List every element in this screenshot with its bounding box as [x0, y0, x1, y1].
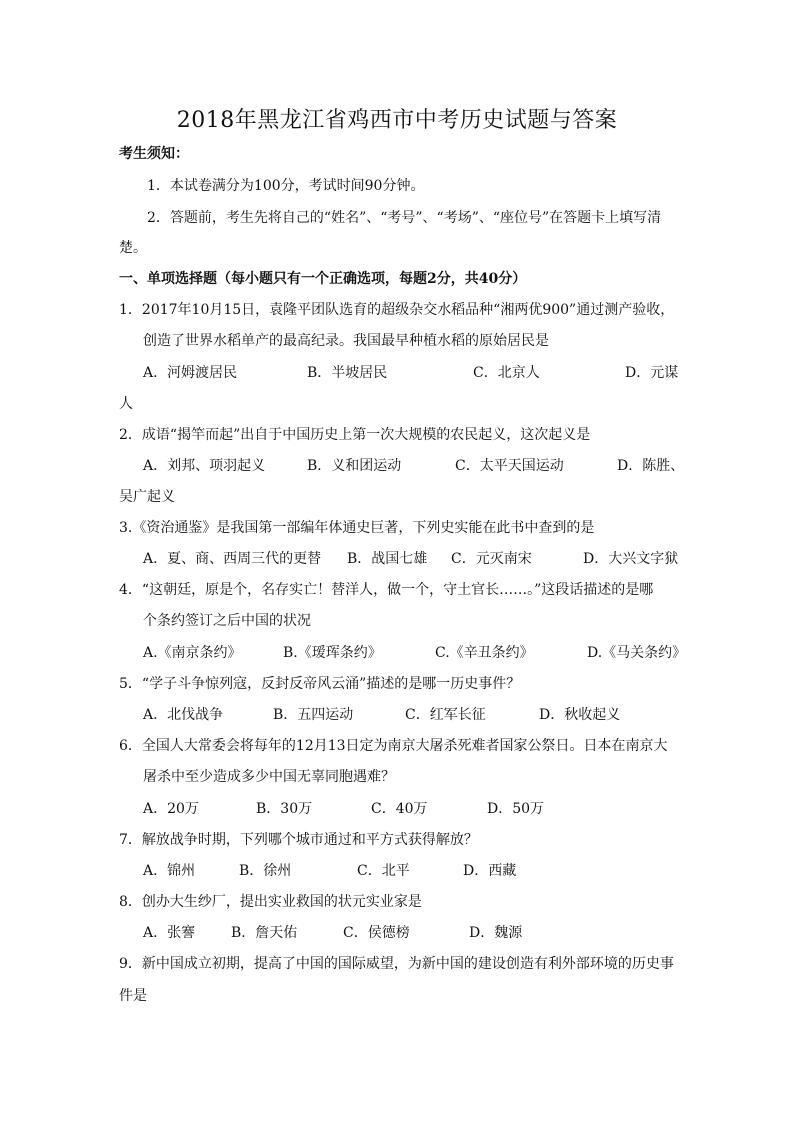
question-6-option-a: A．20万 — [143, 801, 199, 817]
question-2-wrap: 吴广起义 — [119, 489, 175, 505]
question-8-line1: 8．创办大生纱厂，提出实业救国的状元实业家是 — [119, 894, 422, 910]
document-title: 2018年黑龙江省鸡西市中考历史试题与答案 — [176, 108, 618, 133]
notice-item-2-line1: 2．答题前，考生先将自己的“姓名”、“考号”、“考场”、“座位号”在答题卡上填写清 — [147, 210, 662, 226]
question-8-option-a: A．张謇 — [143, 925, 196, 941]
question-9-line1: 9．新中国成立初期，提高了中国的国际威望，为新中国的建设创造有利外部环境的历史事 — [119, 956, 674, 972]
question-5-option-a: A．北伐战争 — [143, 707, 224, 723]
question-4-line1: 4．“这朝廷，原是个，名存实亡！替洋人，做一个，守土官长……。”这段话描述的是哪 — [119, 582, 654, 598]
question-1-option-c: C．北京人 — [473, 365, 540, 381]
question-3-option-c: C．元灭南宋 — [451, 551, 532, 567]
question-6-option-c: C．40万 — [371, 801, 428, 817]
question-9-wrap: 件是 — [119, 988, 147, 1004]
notice-item-2-line2: 楚。 — [119, 240, 147, 256]
question-7-line1: 7．解放战争时期，下列哪个城市通过和平方式获得解放？ — [119, 832, 478, 848]
question-7-option-b: B．徐州 — [239, 863, 292, 879]
question-4-option-c: C.《辛丑条约》 — [435, 645, 534, 661]
question-4-option-b: B.《瑷珲条约》 — [283, 645, 382, 661]
question-1-option-d: D．元谋 — [625, 365, 679, 381]
question-7-option-a: A．锦州 — [143, 863, 196, 879]
question-2-option-c: C．太平天国运动 — [455, 458, 564, 474]
question-2-line1: 2．成语“揭竿而起”出自于中国历史上第一次大规模的农民起义，这次起义是 — [119, 427, 591, 443]
question-1-wrap: 人 — [119, 396, 133, 412]
question-8-option-d: D．魏源 — [469, 925, 523, 941]
question-4-option-a: A.《南京条约》 — [143, 645, 242, 661]
question-3-option-a: A．夏、商、西周三代的更替 — [143, 551, 322, 567]
question-7-option-c: C．北平 — [357, 863, 410, 879]
question-2-option-b: B．义和团运动 — [307, 458, 402, 474]
section-1-heading: 一、单项选择题（每小题只有一个正确选项，每题2分，共40分） — [119, 271, 527, 287]
question-3-option-b: B．战国七雄 — [347, 551, 428, 567]
question-2-option-a: A．刘邦、项羽起义 — [143, 458, 266, 474]
question-1-option-b: B．半坡居民 — [307, 365, 388, 381]
question-4-line2: 个条约签订之后中国的状况 — [143, 613, 311, 629]
notice-item-1: 1．本试卷满分为100分，考试时间90分钟。 — [147, 178, 425, 194]
question-6-line1: 6．全国人大常委会将每年的12月13日定为南京大屠杀死难者国家公祭日。日本在南京大 — [119, 738, 668, 754]
question-5-option-b: B．五四运动 — [273, 707, 354, 723]
question-3-option-d: D．大兴文字狱 — [583, 551, 679, 567]
question-7-option-d: D．西藏 — [463, 863, 517, 879]
question-5-line1: 5．“学子斗争惊列寇，反封反帝风云涌”描述的是哪一历史事件？ — [119, 676, 521, 692]
question-8-option-c: C．侯德榜 — [343, 925, 410, 941]
question-3-line1: 3.《资治通鉴》是我国第一部编年体通史巨著，下列史实能在此书中查到的是 — [119, 520, 595, 536]
question-6-option-d: D．50万 — [487, 801, 545, 817]
question-4-option-d: D.《马关条约》 — [587, 645, 687, 661]
question-1-line1: 1．2017年10月15日，袁隆平团队选育的超级杂交水稻品种“湘两优900”通过测产验收， — [119, 302, 675, 318]
question-2-option-d: D．陈胜、 — [617, 458, 685, 474]
question-6-option-b: B．30万 — [256, 801, 313, 817]
notice-heading: 考生须知： — [119, 146, 189, 162]
question-6-line2: 屠杀中至少造成多少中国无辜同胞遇难？ — [143, 769, 395, 785]
question-5-option-d: D．秋收起义 — [539, 707, 621, 723]
question-8-option-b: B．詹天佑 — [231, 925, 298, 941]
question-1-line2: 创造了世界水稻单产的最高纪录。我国最早种植水稻的原始居民是 — [143, 333, 549, 349]
question-5-option-c: C．红军长征 — [405, 707, 486, 723]
question-1-option-a: A．河姆渡居民 — [143, 365, 238, 381]
